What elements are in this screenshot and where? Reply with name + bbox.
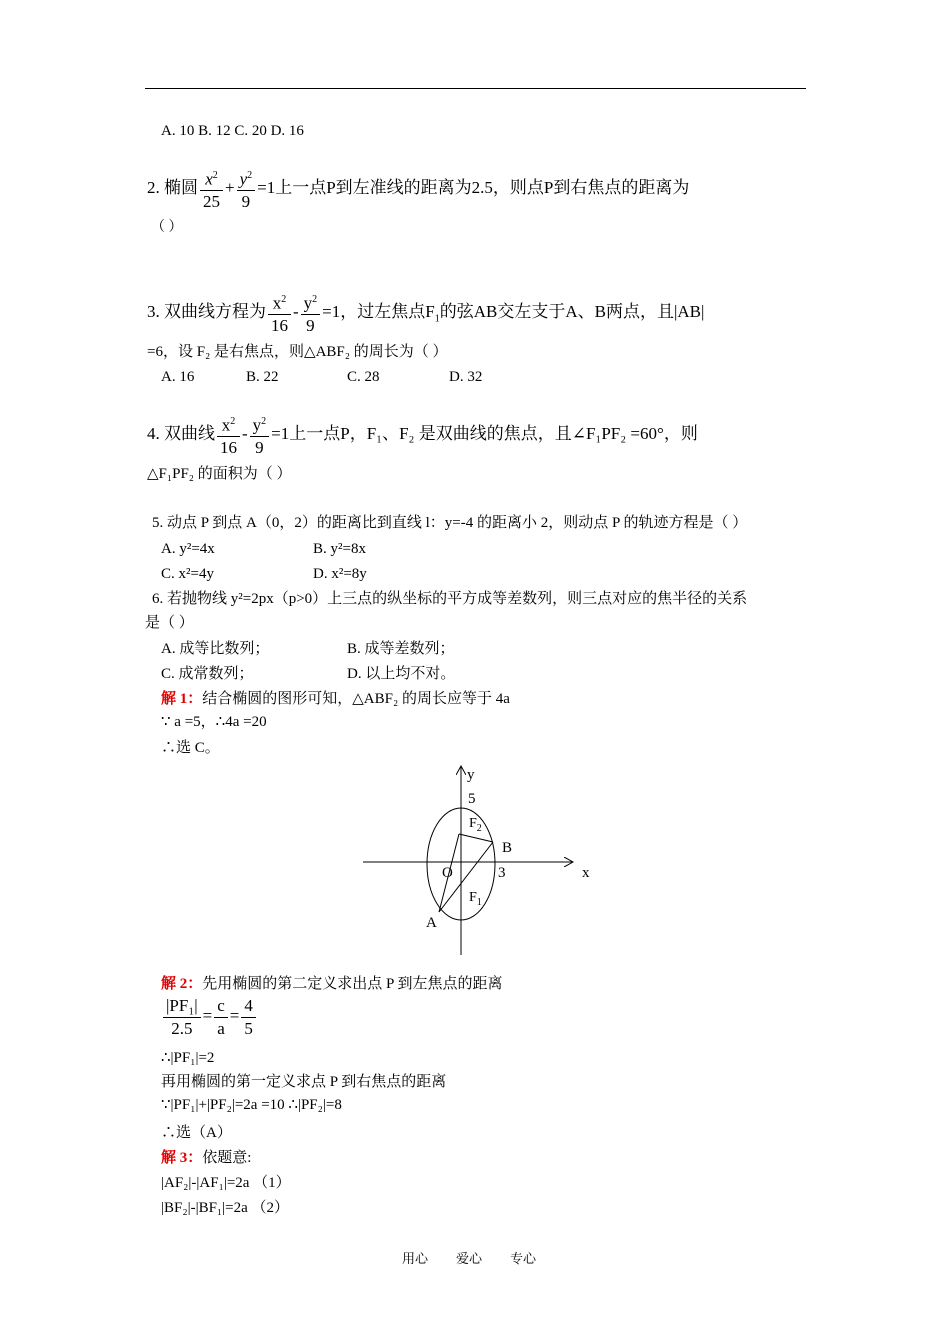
q2-answer-paren: （ ） [151,220,183,235]
solution-3-line1: |AF₂|-|AF₁|=2a （1） [161,1175,291,1191]
label-o: O [442,865,453,881]
question-5: 5. 动点 P 到点 A（0，2）的距离比到直线 l：y=-4 的距离小 2，则动点 P 的轨迹方程是（ ） [152,515,748,531]
q6-option-c: C. 成常数列； [161,666,254,682]
q6-line2: 是（ ） [145,615,194,631]
solution-1-label: 解 1： [161,691,203,707]
q3-option-b: B. 22 [246,369,279,385]
label-5: 5 [468,791,476,807]
footer-item-1: 用心 [402,1251,429,1266]
q4-fraction-y: $\frac{y^2}{9}$ [250,411,270,460]
label-3: 3 [498,865,506,881]
header-rule [145,88,806,89]
q2-prefix: 2. 椭圆 [147,178,198,197]
solution-2: 解 2：先用椭圆的第二定义求出点 P 到左焦点的距离 [161,976,503,992]
question-6: 6. 若抛物线 y²=2px（p>0）上三点的纵坐标的平方成等差数列，则三点对应的焦半径的关系 [152,591,748,607]
solution-2-label: 解 2： [161,976,203,992]
q2-fraction-x: $\frac{x^2}{25}$ [200,165,223,214]
solution-3: 解 3：依题意: [161,1150,252,1166]
q3-fraction-y: $\frac{y^2}{9}$ [301,289,321,338]
label-a: A [426,915,437,931]
solution-1-line2: ∵ a =5，∴4a =20 [161,714,267,730]
question-3: 3. 双曲线方程为 $\frac{x^2}{16}$ - $\frac{y^2}{9}$ =1，过左焦点$F_1$的弦AB交左支于A、B两点，且|AB| [147,288,704,343]
solution-3-line2: |BF₂|-|BF₁|=2a （2） [161,1200,290,1216]
q3-line2: =6，设 F₂ 是右焦点，则△ABF₂ 的周长为（ ） [147,344,448,360]
label-y: y [467,767,475,783]
solution-2-line-d: ∴选（A） [161,1125,232,1141]
q3-option-a: A. 16 [161,369,195,385]
solution-2-line-b: 再用椭圆的第一定义求点 P 到右焦点的距离 [161,1074,447,1090]
solution-2-line-c: ∵|PF₁|+|PF₂|=2a =10 ∴|PF₂|=8 [161,1097,342,1113]
segment-f2b [459,834,493,842]
q5-option-d: D. x²=8y [313,566,367,582]
label-b: B [502,840,513,856]
solution-2-equation: $\frac{\text{|PF₁|}}{2.5}$ = $\frac{c}{a}$ = $\frac{4}{5}$ [161,992,258,1040]
q5-option-b: B. y²=8x [313,541,366,557]
ellipse-figure [355,760,605,960]
q4-fraction-x: $\frac{x^2}{16}$ [217,411,240,460]
q4-line2: △F₁PF₂ 的面积为（ ） [147,466,292,482]
footer-item-3: 专心 [510,1251,537,1266]
q3-option-d: D. 32 [449,369,483,385]
q5-option-c: C. x²=4y [161,566,214,582]
question-2: 2. 椭圆 $\frac{x^2}{25}$ + $\frac{y^2}{9}$ =1上一点P到左准线的距离为2.5，则点P到右焦点的距离为 [147,164,689,213]
label-f1: $F_1$ [469,890,482,908]
solution-1-line3: ∴选 C。 [161,740,220,756]
q2-text: =1上一点P到左准线的距离为2.5，则点P到右焦点的距离为 [257,178,690,197]
solution-3-label: 解 3： [161,1150,203,1166]
q2-fraction-y: $\frac{y^2}{9}$ [237,165,256,214]
q3-option-c: C. 28 [347,369,380,385]
q6-option-a: A. 成等比数列； [161,641,270,657]
solution-1: 解 1：结合椭圆的图形可知，△ABF₂ 的周长应等于 4a [161,691,510,707]
q6-option-d: D. 以上均不对。 [347,666,456,682]
label-f2: $F_2$ [469,816,482,834]
footer-item-2: 爱心 [456,1251,483,1266]
q5-option-a: A. y²=4x [161,541,215,557]
q6-option-b: B. 成等差数列； [347,641,455,657]
page-footer [388,1249,550,1269]
q1-options: A. 10 B. 12 C. 20 D. 16 [161,123,304,139]
label-x: x [582,865,590,881]
solution-2-line-a: ∴|PF₁|=2 [161,1050,215,1066]
q3-fraction-x: $\frac{x^2}{16}$ [268,289,291,338]
question-4: 4. 双曲线 $\frac{x^2}{16}$ - $\frac{y^2}{9}$ =1上一点P，F₁、F₂ 是双曲线的焦点，且∠F₁PF₂ =60°，则 [147,410,698,459]
